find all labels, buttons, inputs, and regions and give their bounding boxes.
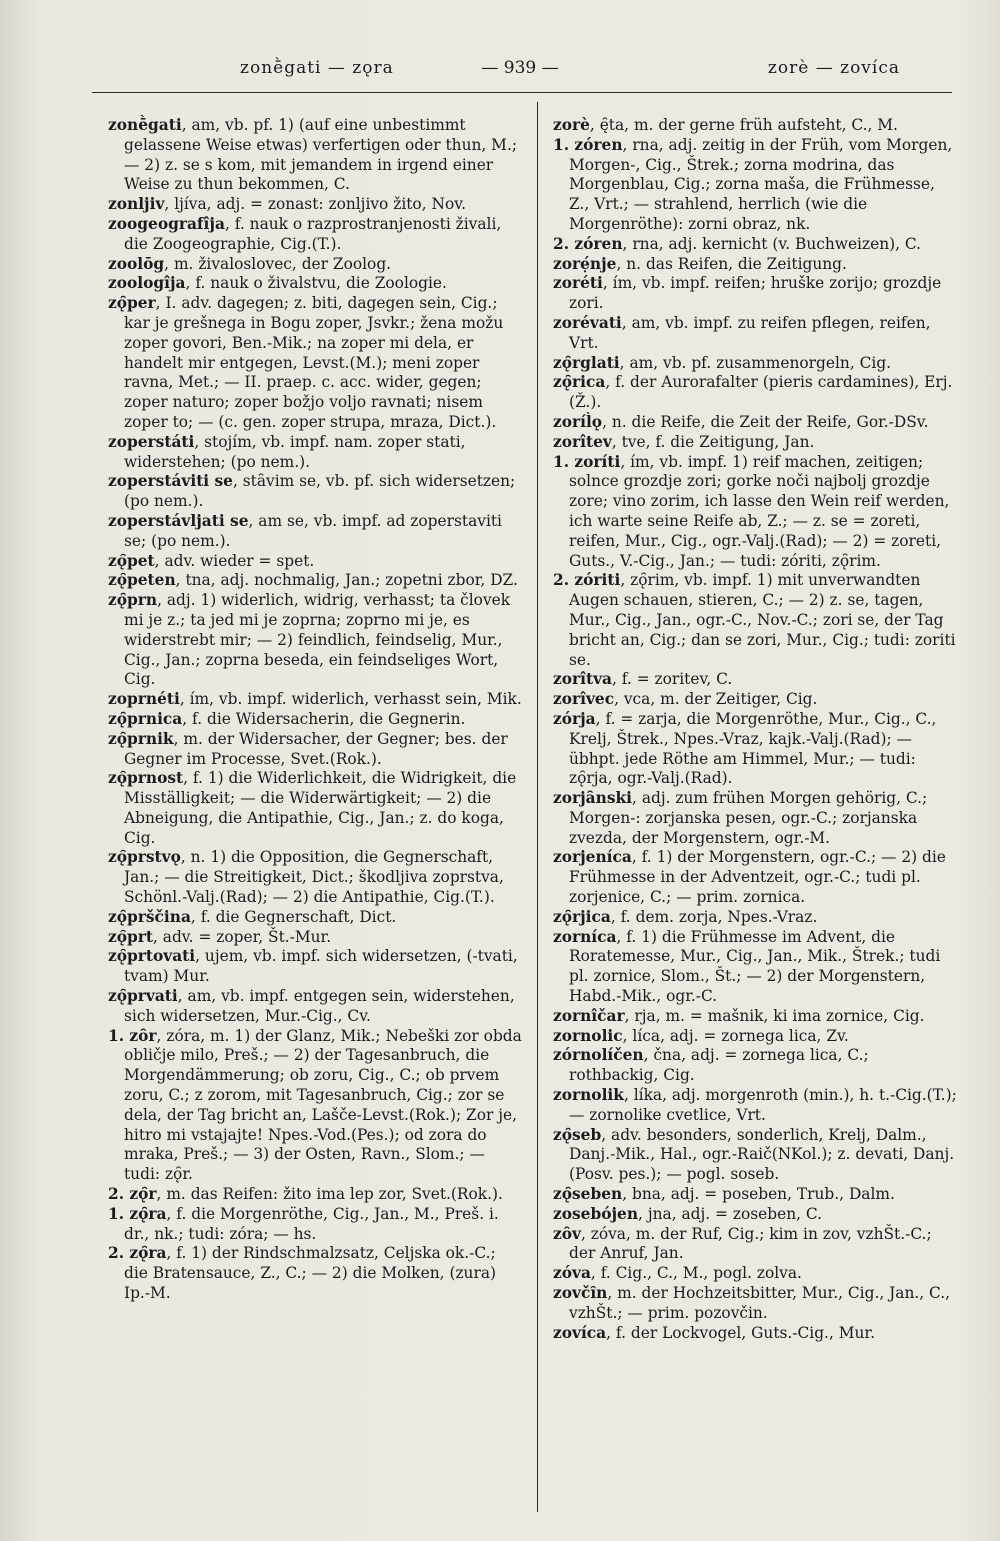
dictionary-entry: zǫ̑prnost, f. 1) die Widerlichkeit, die Widrigkeit, die Misställigkeit; — die Widerwärtigkeit; — 2) die Abneigung, die Antipathie, Cig., Jan.; z. do koga, Cig. [108, 769, 517, 847]
dictionary-entry: zonljiv, ljíva, adj. = zonast: zonljivo žito, Nov. [108, 195, 466, 214]
dictionary-entry: zorîtev, tve, f. die Zeitigung, Jan. [553, 432, 815, 451]
dictionary-entry: zǫ̑rica, f. der Aurorafalter (pieris cardamines), Erj.(Ž.). [553, 373, 953, 412]
dictionary-entry: zǫ̑per, I. adv. dagegen; z. biti, dagegen sein, Cig.; kar je grešnega in Bogu zoper, Jsvkr.; žena možu zoper govori, Ben.-Mik.; na zoper mi dela, er handelt mir entgegen, Levst.(M.); meni zoper ravna, Met.; — II. praep. c. acc. wider, gegen; zoper naturo; zoper božjo voljo ravnati; nisem zoper to; — (c. gen. zoper strupa, mraza, Dict.). [108, 294, 504, 431]
dictionary-entry: zorîvec, vca, m. der Zeitiger, Cig. [553, 690, 818, 709]
dictionary-entry: zorè, ę̑ta, m. der gerne früh aufsteht, C., M. [553, 116, 898, 134]
dictionary-entry: zorévati, am, vb. impf. zu reifen pflegen, reifen, Vrt. [553, 313, 931, 352]
header-left-guide: zonḕgati — zǫra [240, 58, 394, 78]
dictionary-entry: zoprnéti, ím, vb. impf. widerlich, verhasst sein, Mik. [108, 690, 522, 709]
right-column [553, 116, 958, 1343]
dictionary-entry: zórja, f. = zarja, die Morgenröthe, Mur., Cig., C., Krelj, Štrek., Npes.-Vraz, kajk.-Valj.(Rad); — übhpt. jede Röthe am Himmel, Mur.; — tudi: zǫ̑rja, ogr.-Valj.(Rad). [553, 709, 937, 788]
page-header [90, 58, 950, 88]
dictionary-entry: 2. zǫ̑ra, f. 1) der Rindschmalzsatz, Celjska ok.-C.; die Bratensauce, Z., C.; — 2) die Molken, (zura) Ip.-M. [108, 1244, 497, 1303]
dictionary-entry: 1. zoríti, ím, vb. impf. 1) reif machen, zeitigen; solnce grozdje zori; gorke noči najbolj grozdje zore; vino zorim, ich lasse den Wein reif werden, ich warte seine Reife ab, Z.; — z. se = zoreti, reifen, Mur., Cig., ogr.-Valj.(Rad); — 2) = zoreti, Guts., V.-Cig., Jan.; — tudi: zóriti, zǫ̑rim. [553, 452, 950, 570]
dictionary-entry: zosebójen, jna, adj. = zoseben, C. [553, 1204, 823, 1223]
dictionary-entry: zorjȃnski, adj. zum frühen Morgen gehörig, C.; Morgen-: zorjanska pesen, ogr.-C.; zorjanska zvezda, der Morgenstern, ogr.-M. [553, 789, 928, 847]
dictionary-entry: zǫ̑pet, adv. wieder = spet. [108, 551, 315, 570]
dictionary-entry: zovíca, f. der Lockvogel, Guts.-Cig., Mur. [553, 1323, 875, 1342]
dictionary-entry: zǫ̑prščina, f. die Gegnerschaft, Dict. [108, 907, 397, 926]
dictionary-entry: zoologîja, f. nauk o živalstvu, die Zoologie. [108, 274, 447, 293]
dictionary-entry: zǫ̑prnik, m. der Widersacher, der Gegner; bes. der Gegner im Processe, Svet.(Rok.). [108, 729, 508, 768]
dictionary-entry: zoperstáti, stojím, vb. impf. nam. zoper stati, widerstehen; (po nem.). [108, 432, 466, 471]
column-divider [537, 102, 538, 1512]
dictionary-entry: zǫ̑seb, adv. besonders, sonderlich, Krelj, Dalm., Danj.-Mik., Hal., ogr.-Raič(NKol.); z. devati, Danj.(Posv. pes.); — pogl. soseb. [553, 1125, 955, 1184]
dictionary-entry: zonḕgati, am, vb. pf. 1) (auf eine unbestimmt gelassene Weise etwas) verfertigen oder thun, M.; — 2) z. se s kom, mit jemandem in irgend einer Weise zu thun bekommen, C. [108, 116, 518, 194]
dictionary-entry: zǫ̑prtovati, ujem, vb. impf. sich widersetzen, (-tvati, tvam) Mur. [108, 947, 518, 986]
dictionary-entry: 2. zóriti, zǫ̑rim, vb. impf. 1) mit unverwandten Augen schauen, stieren, C.; — 2) z. se, tagen, Mur., Cig., Jan., ogr.-C., Nov.-C.; zori se, der Tag bricht an, Cig.; dan se zori, Mur., Cig.; tudi: zoriti se. [553, 571, 956, 669]
dictionary-entry: zoríl̀ǫ, n. die Reife, die Zeit der Reife, Gor.-DSv. [553, 412, 929, 431]
dictionary-entry: zornîčar, rja, m. = mašnik, ki ima zornice, Cig. [553, 1006, 925, 1025]
dictionary-entry: zǫ̑prn, adj. 1) widerlich, widrig, verhasst; ta človek mi je z.; ta jed mi je zoprna; zoprno mi je, es widerstrebt mir; — 2) feindlich, feindselig, Mur., Cig., Jan.; zoprna beseda, ein feindseliges Wort, Cig. [108, 591, 511, 689]
dictionary-entry: 1. zȏr, zóra, m. 1) der Glanz, Mik.; Nebeški zor obda obličje milo, Preš.; — 2) der Tagesanbruch, die Morgendämmerung; ob zoru, Cig., C.; ob prvem zoru, C.; z zorom, mit Tagesanbruch, Cig.; zor se dela, der Tag bricht an, Lašče-Levst.(Rok.); Zor je, hitro mi vstajajte! Npes.-Vod.(Pes.); od zora do mraka, Preš.; — 3) der Osten, Ravn., Slom.; — tudi: zǫ̑r. [108, 1026, 522, 1184]
dictionary-entry: zórnolíčen, čna, adj. = zornega lica, C.; rothbackig, Cig. [553, 1046, 869, 1085]
dictionary-entry: zorjeníca, f. 1) der Morgenstern, ogr.-C.; — 2) die Frühmesse in der Adventzeit, ogr.-C.; tudi pl. zorjenice, C.; — prim. zornica. [553, 848, 946, 907]
dictionary-entry: zoogeografîja, f. nauk o razprostranjenosti živali, die Zoogeographie, Cig.(T.). [108, 214, 502, 253]
page-number: — 939 — [481, 58, 559, 78]
dictionary-entry: zóva, f. Cig., C., M., pogl. zolva. [553, 1264, 802, 1283]
dictionary-entry: zorníca, f. 1) die Frühmesse im Advent, die Roratemesse, Mur., Cig., Jan., Mik., Štrek.; tudi pl. zornice, Slom., Št.; — 2) der Morgenstern, Habd.-Mik., ogr.-C. [553, 927, 941, 1006]
dictionary-entry: zoréti, ím, vb. impf. reifen; hruške zorijo; grozdje zori. [553, 274, 942, 313]
dictionary-entry: zǫ̑seben, bna, adj. = poseben, Trub., Dalm. [553, 1185, 895, 1204]
dictionary-entry: zorîtva, f. = zoritev, C. [553, 670, 733, 689]
header-right-guide: zorè — zovíca [767, 58, 900, 78]
dictionary-entry: zǫ̑prnica, f. die Widersacherin, die Gegnerin. [108, 709, 466, 728]
dictionary-entry: zȏv, zóva, m. der Ruf, Cig.; kim in zov, vzhŠt.-C.; der Anruf, Jan. [553, 1224, 932, 1263]
dictionary-entry: zoperstáviti se, stȃvim se, vb. pf. sich widersetzen; (po nem.). [108, 472, 516, 511]
dictionary-entry: zǫ̑prstvǫ, n. 1) die Opposition, die Gegnerschaft, Jan.; — die Streitigkeit, Dict.; škodljiva zoprstva, Schönl.-Valj.(Rad); — 2) die Antipathie, Cig.(T.). [108, 848, 504, 907]
dictionary-entry: 2. zǫ̑r, m. das Reifen: žito ima lep zor, Svet.(Rok.). [108, 1185, 503, 1204]
dictionary-entry: zǫ̑rjica, f. dem. zorja, Npes.-Vraz. [553, 907, 818, 926]
dictionary-entry: zǫ̑rglati, am, vb. pf. zusammenorgeln, Cig. [553, 353, 892, 372]
dictionary-entry: zoperstávljati se, am se, vb. impf. ad zoperstaviti se; (po nem.). [108, 511, 502, 550]
dictionary-entry: zorẹ́nje, n. das Reifen, die Zeitigung. [553, 254, 847, 273]
dictionary-entry: zǫ̑prvati, am, vb. impf. entgegen sein, widerstehen, sich widersetzen, Mur.-Cig., Cv. [108, 987, 515, 1025]
dictionary-entry: 1. zǫ̑ra, f. die Morgenröthe, Cig., Jan., M., Preš. i. dr., nk.; tudi: zóra; — hs. [108, 1204, 499, 1243]
dictionary-entry: zornolik, líka, adj. morgenroth (min.), h. t.-Cig.(T.); — zornolike cvetlice, Vrt. [553, 1086, 957, 1124]
dictionary-entry: zǫ̑peten, tna, adj. nochmalig, Jan.; zopetni zbor, DZ. [108, 571, 518, 590]
dictionary-entry: zornolic, líca, adj. = zornega lica, Zv. [553, 1026, 849, 1045]
left-column [108, 116, 523, 1304]
dictionary-entry: 2. zóren, rna, adj. kernicht (v. Buchweizen), C. [553, 234, 922, 253]
dictionary-entry: zǫ̑prt, adv. = zoper, Št.-Mur. [108, 927, 332, 946]
dictionary-entry: zovčȋn, m. der Hochzeitsbitter, Mur., Cig., Jan., C., vzhŠt.; — prim. pozovčin. [553, 1284, 951, 1322]
dictionary-entry: 1. zóren, rna, adj. zeitig in der Früh, vom Morgen, Morgen-, Cig., Štrek.; zorna modrina, das Morgenblau, Cig.; zorna maša, die Frühmesse, Z., Vrt.; — strahlend, herrlich (wie die Morgenröthe): zorni obraz, nk. [553, 135, 953, 233]
dictionary-entry: zoolōg, m. živaloslovec, der Zoolog. [108, 254, 392, 273]
header-rule [92, 92, 952, 93]
